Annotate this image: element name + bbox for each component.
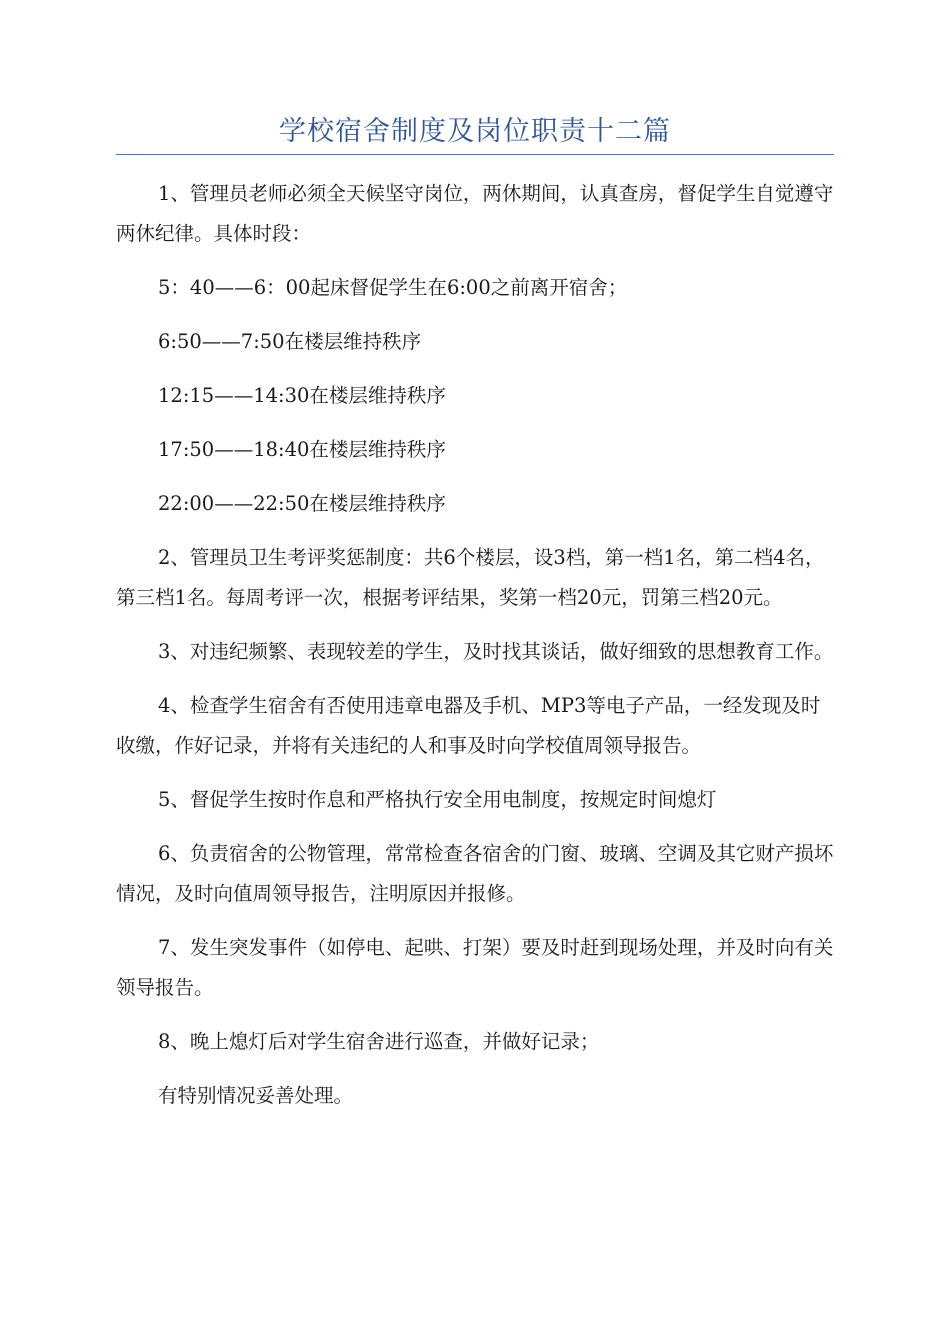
paragraph-8: 3、对违纪频繁、表现较差的学生，及时找其谈话，做好细致的思想教育工作。 [158, 640, 834, 663]
paragraph-7: 2、管理员卫生考评奖惩制度：共6个楼层，设3档，第一档1名，第二档4名，第三档1名。每周考评一次，根据考评结果，奖第一档20元，罚第三档20元。 [116, 546, 825, 609]
paragraph-10: 5、督促学生按时作息和严格执行安全用电制度，按规定时间熄灯 [158, 788, 717, 811]
paragraph-11: 6、负责宿舍的公物管理，常常检查各宿舍的门窗、玻璃、空调及其它财产损坏情况，及时向值周领导报告，注明原因并报修。 [116, 842, 834, 905]
paragraph-2: 5：40——6：00起床督促学生在6:00之前离开宿舍； [158, 276, 628, 299]
paragraph-1: 1、管理员老师必须全天候坚守岗位，两休期间，认真查房，督促学生自觉遵守两休纪律。具体时段： [116, 182, 834, 245]
document-title: 学校宿舍制度及岗位职责十二篇 [279, 116, 671, 147]
paragraph-4: 12:15——14:30在楼层维持秩序 [158, 384, 446, 407]
paragraph-13: 8、晚上熄灯后对学生宿舍进行巡查，并做好记录； [158, 1030, 600, 1053]
paragraph-9: 4、检查学生宿舍有否使用违章电器及手机、MP3等电子产品，一经发现及时收缴，作好记录，并将有关违纪的人和事及时向学校值周领导报告。 [116, 694, 821, 757]
paragraph-5: 17:50——18:40在楼层维持秩序 [158, 438, 446, 461]
title-underline [116, 154, 834, 155]
paragraph-12: 7、发生突发事件（如停电、起哄、打架）要及时赶到现场处理，并及时向有关领导报告。 [116, 936, 834, 999]
document-body [116, 174, 834, 1130]
paragraph-14: 有特别情况妥善处理。 [158, 1084, 354, 1107]
paragraph-6: 22:00——22:50在楼层维持秩序 [158, 492, 446, 515]
paragraph-3: 6:50——7:50在楼层维持秩序 [158, 330, 422, 353]
